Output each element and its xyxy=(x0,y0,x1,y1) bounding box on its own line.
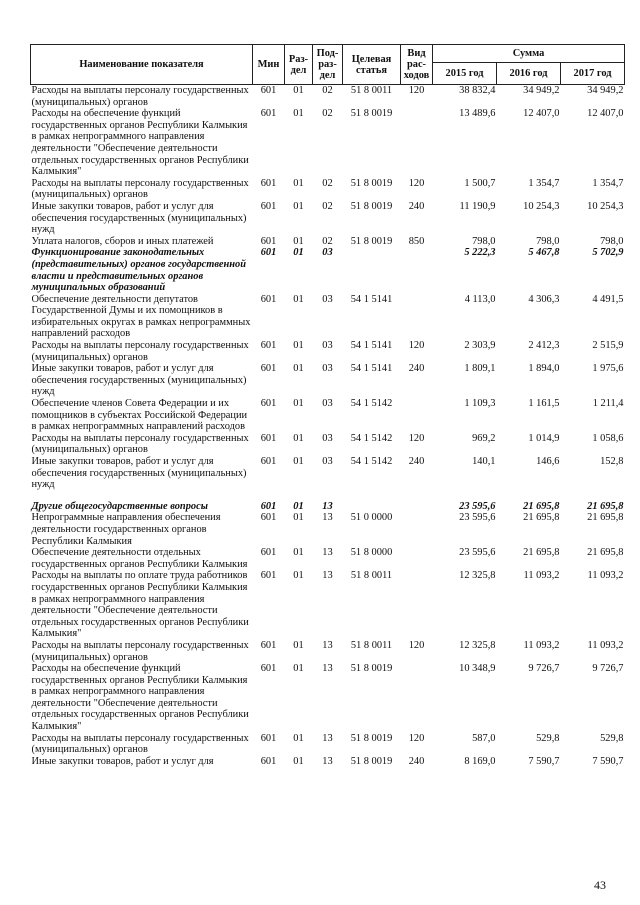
row-2016: 798,0 xyxy=(536,235,560,247)
row-razdel: 01 xyxy=(293,432,304,444)
row-name: Расходы на выплаты персоналу государственных (муниципальных) органов xyxy=(31,432,249,456)
row-min: 601 xyxy=(260,235,277,247)
row-podrazdel: 02 xyxy=(322,235,333,247)
row-name: Расходы на обеспечение функций государственных органов Республики Калмыкия в рамках непрограммного направления деятельности "Обеспечение деятельности отдельных государственных органов Республики Калмыкия" xyxy=(31,663,249,733)
row-target: 54 1 5141 xyxy=(350,363,393,375)
row-razdel: 01 xyxy=(293,108,304,120)
table-row xyxy=(31,663,625,733)
row-vid xyxy=(401,398,433,433)
row-podrazdel: 03 xyxy=(322,363,333,375)
row-razdel: 01 xyxy=(293,570,304,582)
row-min: 601 xyxy=(260,456,277,467)
row-name: Расходы на выплаты персоналу государственных (муниципальных) органов xyxy=(31,340,249,363)
row-2017: 5 702,9 xyxy=(592,247,624,259)
row-vid: 120 xyxy=(408,177,425,189)
table-row xyxy=(31,756,625,768)
row-podrazdel: 03 xyxy=(322,293,333,305)
row-2016: 7 590,7 xyxy=(528,755,560,767)
row-target: 51 8 0011 xyxy=(350,570,393,582)
row-name: Обеспечение деятельности депутатов Государственной Думы и их помощников в избирательных округах в рамках непрограммных направлений расходов xyxy=(31,293,251,340)
row-min: 601 xyxy=(260,177,277,189)
row-vid: 240 xyxy=(408,456,425,467)
row-target: 51 0 0000 xyxy=(350,512,393,524)
table-row xyxy=(31,236,625,248)
table-row xyxy=(31,178,625,201)
row-razdel: 01 xyxy=(293,85,304,96)
row-2015: 12 325,8 xyxy=(459,570,496,582)
row-vid xyxy=(401,294,433,340)
row-podrazdel: 13 xyxy=(322,512,333,524)
row-2015: 12 325,8 xyxy=(459,639,496,651)
row-target: 51 8 0019 xyxy=(350,663,393,675)
row-2015: 587,0 xyxy=(472,732,496,744)
row-min: 601 xyxy=(260,340,277,352)
row-razdel: 01 xyxy=(293,639,304,651)
row-2015: 23 595,6 xyxy=(459,512,496,524)
row-podrazdel: 13 xyxy=(322,500,333,512)
row-2016: 21 695,8 xyxy=(523,547,560,559)
row-min: 601 xyxy=(260,398,277,410)
row-min: 601 xyxy=(260,108,277,120)
row-vid xyxy=(401,491,433,513)
row-2017: 10 254,3 xyxy=(587,200,624,212)
row-razdel: 01 xyxy=(293,363,304,375)
row-2017: 798,0 xyxy=(600,235,624,247)
row-2016: 11 093,2 xyxy=(523,639,560,651)
row-2015: 969,2 xyxy=(472,432,496,444)
row-podrazdel: 13 xyxy=(322,755,333,767)
row-target: 51 8 0019 xyxy=(350,108,393,120)
row-2017: 11 093,2 xyxy=(587,570,624,582)
row-min: 601 xyxy=(260,500,277,512)
row-vid xyxy=(401,570,433,640)
row-podrazdel: 03 xyxy=(322,456,333,467)
row-2016: 1 354,7 xyxy=(528,177,560,189)
row-2015: 140,1 xyxy=(472,456,496,467)
row-vid: 240 xyxy=(408,363,425,375)
row-podrazdel: 02 xyxy=(322,85,333,96)
row-2016: 21 695,8 xyxy=(523,512,560,524)
row-target: 51 8 0019 xyxy=(350,732,393,744)
row-2015: 8 169,0 xyxy=(464,755,496,767)
row-target: 54 1 5142 xyxy=(350,456,393,467)
row-razdel: 01 xyxy=(293,235,304,247)
row-2017: 12 407,0 xyxy=(587,108,624,120)
row-razdel: 01 xyxy=(293,547,304,559)
row-podrazdel: 13 xyxy=(322,547,333,559)
row-2015: 1 809,1 xyxy=(464,363,496,375)
row-vid: 240 xyxy=(408,200,425,212)
row-target: 54 1 5142 xyxy=(350,432,393,444)
row-min: 601 xyxy=(260,547,277,559)
table-body xyxy=(31,85,625,768)
row-2017: 21 695,8 xyxy=(587,547,624,559)
table-row xyxy=(31,456,625,491)
row-min: 601 xyxy=(260,512,277,524)
row-min: 601 xyxy=(260,639,277,651)
row-name: Расходы на выплаты персоналу государственных (муниципальных) органов xyxy=(31,177,249,201)
row-podrazdel: 13 xyxy=(322,639,333,651)
row-target: 51 8 0019 xyxy=(350,755,393,767)
row-podrazdel: 03 xyxy=(322,247,333,259)
row-vid: 120 xyxy=(408,85,425,96)
table-row xyxy=(31,491,625,513)
header-2015: 2015 год xyxy=(433,63,497,85)
row-target xyxy=(343,491,401,513)
row-vid: 240 xyxy=(408,755,425,767)
row-target: 54 1 5141 xyxy=(350,340,393,352)
row-name: Расходы на выплаты персоналу государственных (муниципальных) органов xyxy=(31,639,249,663)
row-target: 51 8 0011 xyxy=(350,85,393,96)
row-2017: 4 491,5 xyxy=(592,293,624,305)
row-2016: 146,6 xyxy=(536,456,560,467)
table-row xyxy=(31,512,625,547)
header-sum: Сумма xyxy=(433,45,625,63)
row-target: 54 1 5141 xyxy=(350,293,393,305)
row-2015: 1 500,7 xyxy=(464,177,496,189)
header-name: Наименование показателя xyxy=(31,45,253,85)
row-razdel: 01 xyxy=(293,340,304,352)
row-name: Другие общегосударственные вопросы xyxy=(31,500,208,512)
table-row xyxy=(31,547,625,570)
row-razdel: 01 xyxy=(293,456,304,467)
table-row xyxy=(31,108,625,178)
row-min: 601 xyxy=(260,432,277,444)
row-razdel: 01 xyxy=(293,512,304,524)
row-min: 601 xyxy=(260,200,277,212)
row-name: Уплата налогов, сборов и иных платежей xyxy=(31,235,214,247)
table-row xyxy=(31,363,625,398)
row-2015: 23 595,6 xyxy=(459,547,496,559)
table-row xyxy=(31,294,625,340)
row-2016: 2 412,3 xyxy=(528,340,560,352)
row-razdel: 01 xyxy=(293,732,304,744)
row-2017: 1 058,6 xyxy=(592,432,624,444)
row-vid: 120 xyxy=(408,732,425,744)
row-2016: 5 467,8 xyxy=(528,247,560,259)
row-2015: 23 595,6 xyxy=(459,500,496,512)
row-2017: 21 695,8 xyxy=(587,500,624,512)
table-row xyxy=(31,640,625,663)
row-2017: 34 949,2 xyxy=(587,85,624,96)
table-row xyxy=(31,733,625,756)
row-2017: 9 726,7 xyxy=(592,663,624,675)
header-podrazdel: Под- раз- дел xyxy=(313,45,343,85)
row-target: 51 8 0011 xyxy=(350,639,393,651)
table-row xyxy=(31,433,625,456)
header-vid: Вид рас- ходов xyxy=(401,45,433,85)
table-row xyxy=(31,247,625,293)
row-vid xyxy=(401,108,433,178)
page-number: 43 xyxy=(594,878,606,892)
row-2017: 21 695,8 xyxy=(587,512,624,524)
row-name: Иные закупки товаров, работ и услуг для обеспечения государственных (муниципальных) нужд xyxy=(31,200,247,236)
row-vid: 120 xyxy=(408,639,425,651)
row-podrazdel: 13 xyxy=(322,732,333,744)
row-min: 601 xyxy=(260,363,277,375)
row-2015: 5 222,3 xyxy=(464,247,496,259)
row-podrazdel: 13 xyxy=(322,570,333,582)
table-row xyxy=(31,85,625,109)
row-name: Функционирование законодательных (представительных) органов государственной власти и представительных органов муниципальных образований xyxy=(31,247,247,294)
row-name: Обеспечение членов Совета Федерации и их помощников в субъектах Российской Федерации в рамках непрограммных направлений расходов xyxy=(31,398,248,433)
row-razdel: 01 xyxy=(293,398,304,410)
row-2017: 1 975,6 xyxy=(592,363,624,375)
row-2015: 798,0 xyxy=(472,235,496,247)
table-row xyxy=(31,398,625,433)
row-2016: 9 726,7 xyxy=(528,663,560,675)
row-2017: 152,8 xyxy=(600,456,624,467)
row-razdel: 01 xyxy=(293,500,304,512)
row-podrazdel: 02 xyxy=(322,108,333,120)
row-podrazdel: 03 xyxy=(322,398,333,410)
table-row xyxy=(31,570,625,640)
row-razdel: 01 xyxy=(293,200,304,212)
row-target: 51 8 0019 xyxy=(350,235,393,247)
row-2015: 4 113,0 xyxy=(464,293,496,305)
row-target: 51 8 0019 xyxy=(350,200,393,212)
row-min: 601 xyxy=(260,247,277,259)
row-min: 601 xyxy=(260,663,277,675)
header-2017: 2017 год xyxy=(561,63,625,85)
row-razdel: 01 xyxy=(293,177,304,189)
row-vid xyxy=(401,663,433,733)
row-2016: 4 306,3 xyxy=(528,293,560,305)
row-name: Иные закупки товаров, работ и услуг для обеспечения государственных (муниципальных) нужд xyxy=(31,363,247,398)
row-podrazdel: 02 xyxy=(322,177,333,189)
row-2015: 10 348,9 xyxy=(459,663,496,675)
row-target: 51 8 0019 xyxy=(350,177,393,189)
budget-table xyxy=(30,44,625,767)
row-vid xyxy=(401,247,433,293)
row-2015: 1 109,3 xyxy=(464,398,496,410)
row-vid xyxy=(401,547,433,570)
row-2015: 2 303,9 xyxy=(464,340,496,352)
row-name: Обеспечение деятельности отдельных государственных органов Республики Калмыкия xyxy=(31,547,248,570)
row-name: Иные закупки товаров, работ и услуг для обеспечения государственных (муниципальных) нужд xyxy=(31,456,247,491)
row-podrazdel: 03 xyxy=(322,432,333,444)
row-vid: 850 xyxy=(408,235,425,247)
row-target: 54 1 5142 xyxy=(350,398,393,410)
header-2016: 2016 год xyxy=(497,63,561,85)
row-2016: 34 949,2 xyxy=(523,85,560,96)
row-name: Расходы на обеспечение функций государственных органов Республики Калмыкия в рамках непрограммного направления деятельности "Обеспечение деятельности отдельных государственных органов Республики Калмыкия" xyxy=(31,108,249,178)
row-razdel: 01 xyxy=(293,293,304,305)
row-name: Расходы на выплаты персоналу государственных (муниципальных) органов xyxy=(31,732,249,756)
row-2017: 1 354,7 xyxy=(592,177,624,189)
row-vid: 120 xyxy=(408,340,425,352)
row-2017: 2 515,9 xyxy=(592,340,624,352)
row-vid xyxy=(401,512,433,547)
row-razdel: 01 xyxy=(293,755,304,767)
row-podrazdel: 02 xyxy=(322,200,333,212)
header-target: Целевая статья xyxy=(343,45,401,85)
row-vid: 120 xyxy=(408,432,425,444)
row-2017: 529,8 xyxy=(600,732,624,744)
row-min: 601 xyxy=(260,732,277,744)
row-min: 601 xyxy=(260,85,277,96)
table-row xyxy=(31,340,625,363)
row-2016: 11 093,2 xyxy=(523,570,560,582)
row-podrazdel: 13 xyxy=(322,663,333,675)
row-podrazdel: 03 xyxy=(322,340,333,352)
row-2015: 13 489,6 xyxy=(459,108,496,120)
row-min: 601 xyxy=(260,755,277,767)
row-razdel: 01 xyxy=(293,247,304,259)
row-2015: 38 832,4 xyxy=(459,85,496,96)
row-target xyxy=(343,247,401,293)
row-target: 51 8 0000 xyxy=(350,547,393,559)
row-2016: 21 695,8 xyxy=(523,500,560,512)
row-razdel: 01 xyxy=(293,663,304,675)
row-2017: 11 093,2 xyxy=(587,639,624,651)
row-2016: 10 254,3 xyxy=(523,200,560,212)
row-2016: 12 407,0 xyxy=(523,108,560,120)
row-2015: 11 190,9 xyxy=(459,200,496,212)
row-2017: 1 211,4 xyxy=(592,398,624,410)
row-2017: 7 590,7 xyxy=(592,755,624,767)
row-name: Расходы на выплаты по оплате труда работников государственных органов Республики Калмыкия в рамках непрограммного направления деятельности "Обеспечение деятельности отдельных государственных органов Республики Калмыкия" xyxy=(31,570,249,640)
row-min: 601 xyxy=(260,293,277,305)
row-name: Расходы на выплаты персоналу государственных (муниципальных) органов xyxy=(31,85,249,108)
header-min: Мин xyxy=(253,45,285,85)
header-razdel: Раз- дел xyxy=(285,45,313,85)
row-2016: 1 014,9 xyxy=(528,432,560,444)
row-2016: 1 894,0 xyxy=(528,363,560,375)
row-2016: 1 161,5 xyxy=(528,398,560,410)
table-row xyxy=(31,201,625,236)
row-min: 601 xyxy=(260,570,277,582)
row-2016: 529,8 xyxy=(536,732,560,744)
row-name: Иные закупки товаров, работ и услуг для xyxy=(31,755,214,767)
row-name: Непрограммные направления обеспечения деятельности государственных органов Республики Калмыкия xyxy=(31,512,221,547)
